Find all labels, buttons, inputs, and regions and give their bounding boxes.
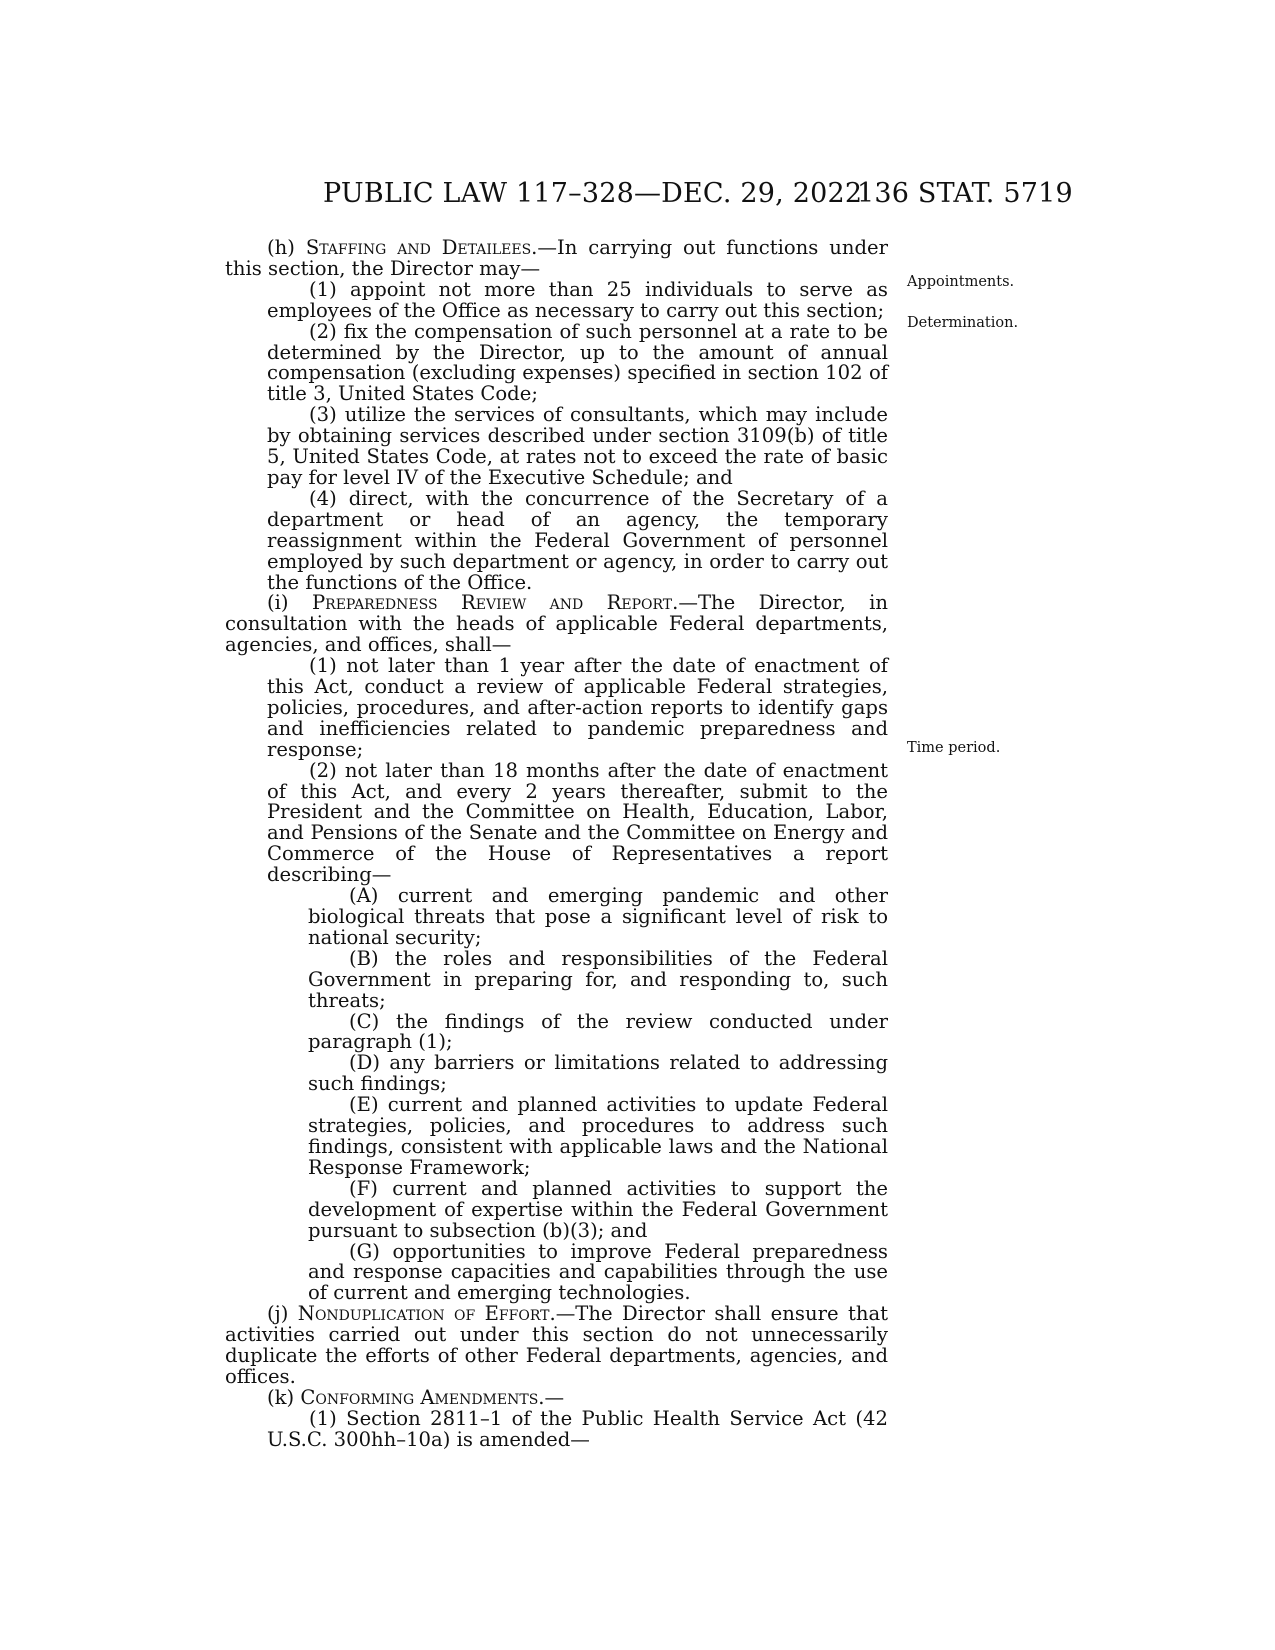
section-h-heading: Staffing and Detailees. (305, 236, 538, 259)
section-i-label: (i) (267, 591, 312, 615)
section-h (225, 238, 888, 280)
subparagraph-item: (G) opportunities to improve Federal preparedness and response capacities and capabilities through the use of current and emerging technologies. (308, 1239, 888, 1305)
section-h-text: —In carrying out functions under this section, the Director may— (225, 236, 888, 280)
paragraph-item: (1) Section 2811–1 of the Public Health Service Act (42 U.S.C. 300hh–10a) is amended— (267, 1406, 888, 1451)
section-j-heading: Nonduplication of Effort. (297, 1302, 556, 1326)
margin-note-time-period: Time period. (907, 740, 1001, 756)
paragraph-item: (1) appoint not more than 25 individuals to serve as employees of the Office as necessary to carry out this section; (267, 277, 888, 322)
margin-note-determination: Determination. (907, 315, 1019, 331)
subparagraph-item: (A) current and emerging pandemic and other biological threats that pose a significant level of risk to national security; (308, 884, 888, 949)
subparagraph-item: (D) any barriers or limitations related to addressing such findings; (308, 1051, 888, 1096)
section-h-label: (h) (267, 236, 306, 259)
section-k-heading: Conforming Amendments. (300, 1385, 545, 1409)
page-stat-number: 136 STAT. 5719 (857, 178, 1073, 209)
subparagraph-item: (B) the roles and responsibilities of the Federal Government in preparing for, and responding to, such threats; (308, 946, 888, 1012)
section-j-label: (j) (267, 1302, 298, 1326)
section-j (225, 1304, 888, 1388)
section-i-text: —The Director, in consultation with the heads of applicable Federal departments, agencies, and offices, shall— (225, 591, 888, 657)
subparagraph-item: (E) current and planned activities to update Federal strategies, policies, and procedures to address such findings, consistent with applicable laws and the National Response Framework; (308, 1093, 888, 1179)
section-k (225, 1385, 888, 1409)
section-i-heading: Preparedness Review and Report. (311, 591, 679, 615)
section-i (225, 593, 888, 656)
section-k-label: (k) (267, 1385, 301, 1409)
section-k-text: — (544, 1385, 565, 1409)
paragraph-item: (3) utilize the services of consultants, which may include by obtaining services described under section 3109(b) of title 5, United States Code, at rates not to exceed the rate of basic pay for level IV of the Executive Schedule; and (267, 403, 888, 489)
margin-note-appointments: Appointments. (907, 274, 1015, 290)
paragraph-item: (4) direct, with the concurrence of the Secretary of a department or head of an agency, the temporary reassignment within the Federal Government of personnel employed by such department or agency, in order to carry out the functions of the Office. (267, 486, 888, 594)
section-j-text: —The Director shall ensure that activities carried out under this section do not unnecessarily duplicate the efforts of other Federal departments, agencies, and offices. (225, 1302, 889, 1388)
statute-body (225, 238, 888, 1451)
paragraph-item: (1) not later than 1 year after the date of enactment of this Act, conduct a review of applicable Federal strategies, policies, procedures, and after-action reports to identify gaps and inefficiencies related to pandemic preparedness and response; (267, 654, 888, 761)
paragraph-item: (2) fix the compensation of such personnel at a rate to be determined by the Director, up to the amount of annual compensation (excluding expenses) specified in section 102 of title 3, United States Code; (267, 319, 888, 406)
paragraph-item: (2) not later than 18 months after the date of enactment of this Act, and every 2 years thereafter, submit to the President and the Committee on Health, Education, Labor, and Pensions of the Senate and the Committee on Energy and Commerce of the House of Representatives a report describing— (267, 758, 888, 887)
subparagraph-item: (C) the findings of the review conducted under paragraph (1); (308, 1009, 888, 1054)
running-header-title: PUBLIC LAW 117–328—DEC. 29, 2022 (323, 178, 863, 209)
subparagraph-item: (F) current and planned activities to support the development of expertise within the Federal Government pursuant to subsection (b)(3); and (308, 1176, 888, 1242)
